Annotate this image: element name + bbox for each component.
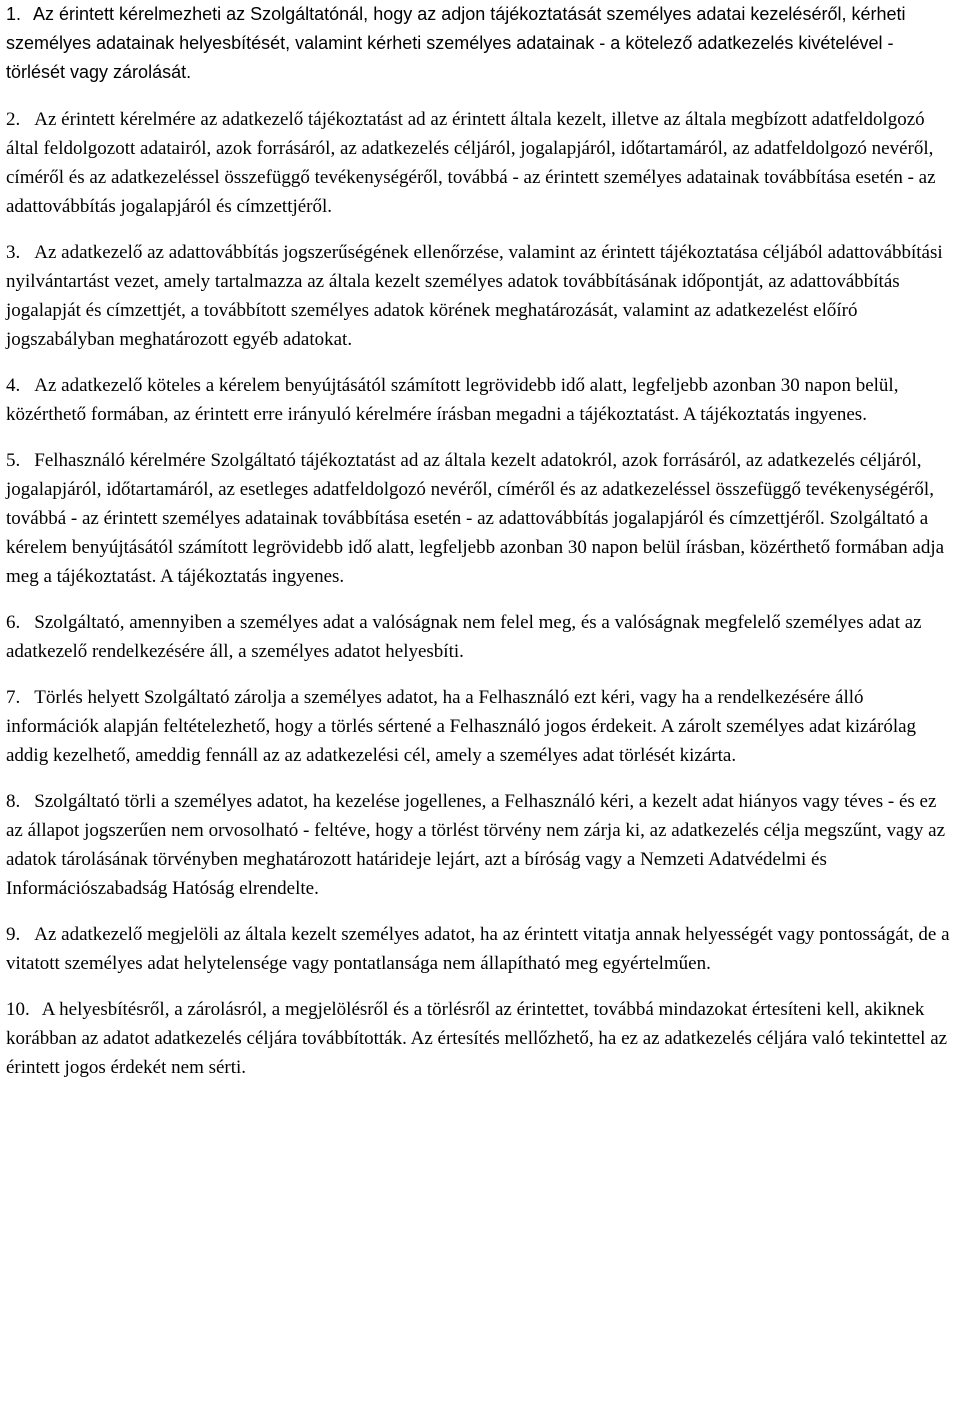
paragraph-number: 8.	[6, 791, 21, 812]
paragraph-number: 4.	[6, 375, 21, 396]
paragraph-text: Az adatkezelő az adattovábbítás jogszerűségének ellenőrzése, valamint az érintett tájékoztatása céljából adattovábbítási nyilvántartást vezet, amely tartalmazza az általa kezelt személyes adatok továbbításának időpontját, az adattovábbítás jogalapját és címzettjét, a továbbított személyes adatok körének meghatározását, valamint az adatkezelést előíró jogszabályban meghatározott egyéb adatokat.	[6, 242, 943, 350]
paragraph-number: 2.	[6, 109, 21, 130]
paragraph-text: Felhasználó kérelmére Szolgáltató tájékoztatást ad az általa kezelt adatokról, azok forrásáról, az adatkezelés céljáról, jogalapjáról, időtartamáról, az esetleges adatfeldolgozó nevéről, címéről és az adatkezeléssel összefüggő tevékenységéről, továbbá - az érintett személyes adatainak továbbítása esetén - az adattovábbítás jogalapjáról és címzettjéről. Szolgáltató a kérelem benyújtásától számított legrövidebb idő alatt, legfeljebb azonban 30 napon belül írásban, közérthető formában adja meg a tájékoztatást. A tájékoztatás ingyenes.	[6, 450, 945, 587]
paragraph-text: Szolgáltató törli a személyes adatot, ha kezelése jogellenes, a Felhasználó kéri, a kezelt adat hiányos vagy téves - és ez az állapot jogszerűen nem orvosolható - feltéve, hogy a törlést törvény nem zárja ki, az adatkezelés célja megszűnt, vagy az adatok tárolásának törvényben meghatározott határideje lejárt, azt a bíróság vagy a Nemzeti Adatvédelmi és Információszabadság Hatóság elrendelte.	[6, 791, 946, 899]
paragraph-text: Szolgáltató, amennyiben a személyes adat a valóságnak nem felel meg, és a valóságnak megfelelő személyes adat az adatkezelő rendelkezésére áll, a személyes adatot helyesbíti.	[6, 612, 922, 662]
paragraph-number: 10.	[6, 999, 30, 1020]
paragraph-number: 9.	[6, 924, 21, 945]
paragraph-number: 6.	[6, 612, 21, 633]
paragraph-number: 5.	[6, 450, 21, 471]
paragraph-2	[6, 105, 956, 221]
paragraph-7	[6, 683, 956, 770]
paragraph-8	[6, 787, 956, 903]
paragraph-5	[6, 446, 956, 591]
paragraph-number: 1.	[6, 4, 22, 24]
paragraph-text: Törlés helyett Szolgáltató zárolja a személyes adatot, ha a Felhasználó ezt kéri, vagy ha a rendelkezésére álló információk alapján feltételezhető, hogy a törlés sértené a Felhasználó jogos érdekeit. A zárolt személyes adat kizárólag addig kezelhető, ameddig fennáll az az adatkezelési cél, amely a személyes adat törlését kizárta.	[6, 687, 917, 766]
paragraph-text: Az érintett kérelmezheti az Szolgáltatónál, hogy az adjon tájékoztatását személyes adatai kezeléséről, kérheti személyes adatainak helyesbítését, valamint kérheti személyes adatainak - a kötelező adatkezelés kivételével - törlését vagy zárolását.	[6, 4, 906, 82]
paragraph-number: 3.	[6, 242, 21, 263]
paragraph-6	[6, 608, 956, 666]
paragraph-number: 7.	[6, 687, 21, 708]
paragraph-9	[6, 920, 956, 978]
paragraph-10	[6, 995, 956, 1082]
paragraph-4	[6, 371, 956, 429]
document-page	[6, 0, 956, 1099]
paragraph-text: A helyesbítésről, a zárolásról, a megjelölésről és a törlésről az érintettet, továbbá mindazokat értesíteni kell, akiknek korábban az adatot adatkezelés céljára továbbították. Az értesítés mellőzhető, ha ez az adatkezelés céljára való tekintettel az érintett jogos érdekét nem sérti.	[6, 999, 948, 1078]
paragraph-3	[6, 238, 956, 354]
paragraph-text: Az adatkezelő megjelöli az általa kezelt személyes adatot, ha az érintett vitatja annak helyességét vagy pontosságát, de a vitatott személyes adat helytelensége vagy pontatlansága nem állapítható meg egyértelműen.	[6, 924, 950, 974]
paragraph-text: Az érintett kérelmére az adatkezelő tájékoztatást ad az érintett általa kezelt, illetve az általa megbízott adatfeldolgozó által feldolgozott adatairól, azok forrásáról, az adatkezelés céljáról, jogalapjáról, időtartamáról, az adatfeldolgozó nevéről, címéről és az adatkezeléssel összefüggő tevékenységéről, továbbá - az érintett személyes adatainak továbbítása esetén - az adattovábbítás jogalapjáról és címzettjéről.	[6, 109, 936, 217]
paragraph-text: Az adatkezelő köteles a kérelem benyújtásától számított legrövidebb idő alatt, legfeljebb azonban 30 napon belül, közérthető formában, az érintett erre irányuló kérelmére írásban megadni a tájékoztatást. A tájékoztatás ingyenes.	[6, 375, 899, 425]
paragraph-1	[6, 0, 956, 87]
